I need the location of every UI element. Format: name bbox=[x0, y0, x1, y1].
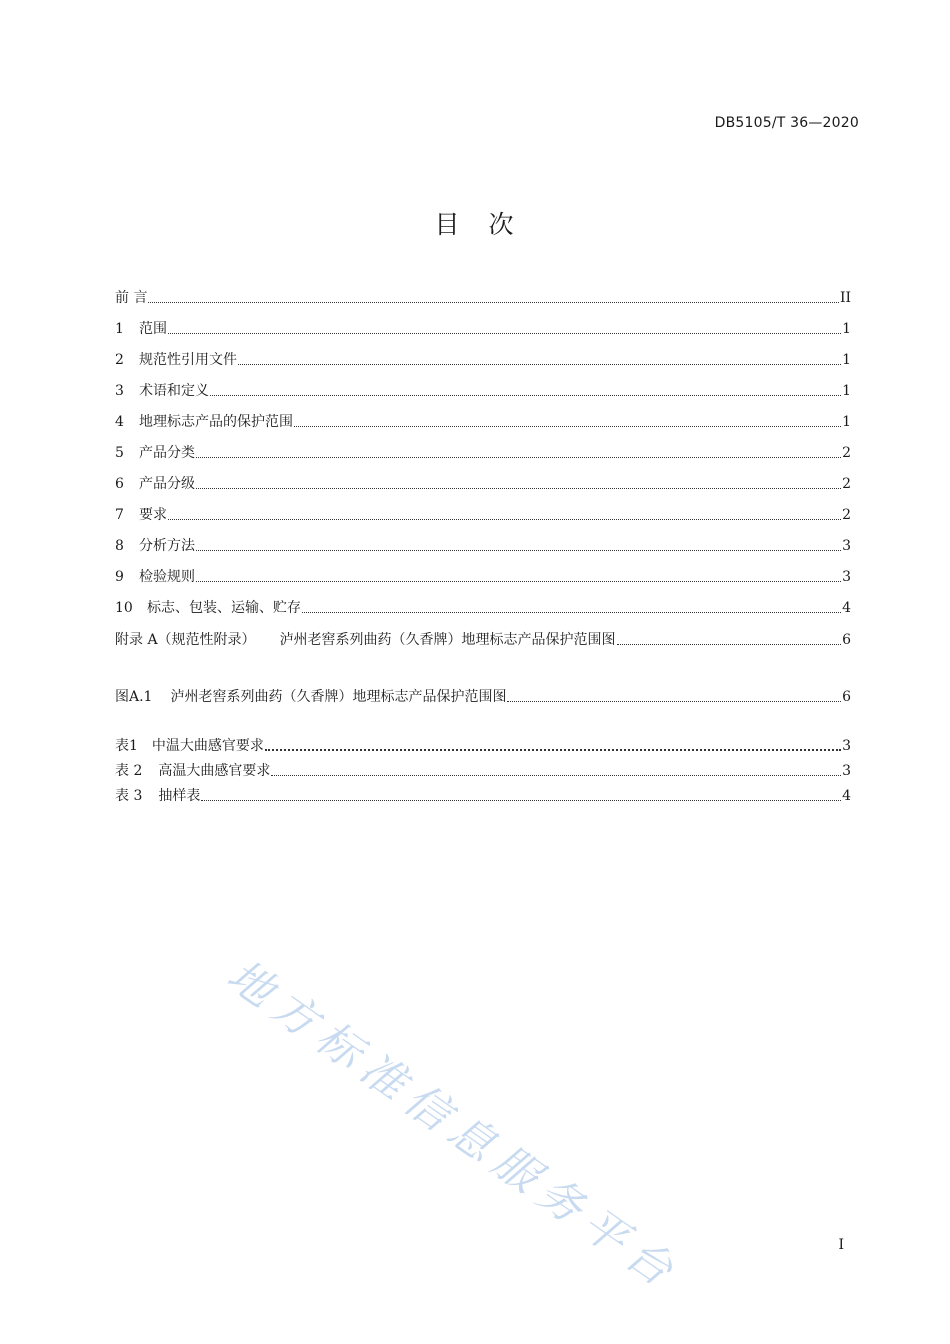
table-entry-label: 抽样表 bbox=[158, 788, 201, 804]
table-entry-3[interactable] bbox=[115, 786, 851, 806]
dot-leader bbox=[238, 363, 841, 365]
dot-leader bbox=[196, 549, 841, 551]
toc-entry-page: 1 bbox=[842, 383, 851, 399]
dot-leader bbox=[201, 799, 841, 801]
dot-leader bbox=[168, 332, 841, 334]
table-entry-label: 中温大曲感官要求 bbox=[151, 738, 264, 754]
page-number: I bbox=[838, 1237, 844, 1253]
toc-entry-5[interactable] bbox=[115, 443, 851, 463]
dot-leader bbox=[168, 518, 841, 520]
page-title: 目 次 bbox=[434, 210, 516, 239]
toc-entry-page: 2 bbox=[842, 507, 851, 523]
toc-entry-label: 规范性引用文件 bbox=[139, 352, 237, 368]
dot-leader bbox=[617, 643, 842, 645]
table-entry-number: 表 3 bbox=[115, 788, 143, 804]
toc-entry-label: 标志、包装、运输、贮存 bbox=[147, 600, 301, 616]
figure-entry-label: 泸州老窖系列曲药（久香牌）地理标志产品保护范围图 bbox=[170, 689, 507, 705]
toc-entry-label: 范围 bbox=[139, 321, 167, 337]
dot-leader bbox=[294, 425, 841, 427]
dot-leader bbox=[271, 774, 841, 776]
toc-entry-10[interactable] bbox=[115, 598, 851, 618]
dot-leader bbox=[507, 700, 841, 702]
toc-entry-number: 4 bbox=[115, 414, 124, 430]
toc-entry-page: 1 bbox=[842, 414, 851, 430]
toc-entry-number: 2 bbox=[115, 352, 124, 368]
figure-entry-a1[interactable] bbox=[115, 687, 851, 707]
dot-leader bbox=[196, 487, 841, 489]
toc-entry-label: 术语和定义 bbox=[139, 383, 209, 399]
table-entry-number: 表1 bbox=[115, 738, 138, 754]
toc-entry-2[interactable] bbox=[115, 350, 851, 370]
toc-entry-number: 6 bbox=[115, 476, 124, 492]
toc-entry-page: II bbox=[839, 290, 851, 306]
toc-entry-page: 2 bbox=[842, 476, 851, 492]
figure-entry-page: 6 bbox=[842, 689, 851, 705]
toc-entry-page: 3 bbox=[842, 569, 851, 585]
table-entry-1[interactable] bbox=[115, 736, 851, 756]
toc-entry-page: 2 bbox=[842, 445, 851, 461]
toc-entry-label: 地理标志产品的保护范围 bbox=[139, 414, 293, 430]
toc-entry-number: 10 bbox=[115, 600, 133, 616]
toc-entry-label: 分析方法 bbox=[139, 538, 195, 554]
toc-entry-foreword[interactable] bbox=[115, 288, 851, 308]
document-code: DB5105/T 36—2020 bbox=[714, 115, 859, 131]
toc-entry-annex-a[interactable] bbox=[115, 630, 851, 650]
toc-entry-page: 1 bbox=[842, 352, 851, 368]
table-entry-page: 3 bbox=[842, 763, 851, 779]
dot-leader bbox=[148, 301, 838, 303]
toc-entry-number: 8 bbox=[115, 538, 124, 554]
toc-entry-7[interactable] bbox=[115, 505, 851, 525]
dot-leader bbox=[196, 456, 841, 458]
toc-entry-4[interactable] bbox=[115, 412, 851, 432]
toc-entry-9[interactable] bbox=[115, 567, 851, 587]
figure-entry-number: 图A.1 bbox=[115, 689, 153, 705]
toc-entry-6[interactable] bbox=[115, 474, 851, 494]
dot-leader bbox=[265, 748, 841, 751]
toc-entry-label: 泸州老窖系列曲药（久香牌）地理标志产品保护范围图 bbox=[279, 632, 616, 648]
toc-entry-number: 前 言 bbox=[115, 290, 148, 306]
toc-entry-8[interactable] bbox=[115, 536, 851, 556]
toc-entry-number: 附录 A（规范性附录） bbox=[115, 632, 256, 648]
dot-leader bbox=[196, 580, 841, 582]
toc-entry-label: 产品分类 bbox=[139, 445, 195, 461]
toc-entry-label: 产品分级 bbox=[139, 476, 195, 492]
toc-entry-page: 4 bbox=[842, 600, 851, 616]
toc-entry-1[interactable] bbox=[115, 319, 851, 339]
table-entry-label: 高温大曲感官要求 bbox=[158, 763, 271, 779]
watermark: 地方标准信息服务平台 bbox=[217, 949, 690, 1302]
toc-entry-number: 7 bbox=[115, 507, 124, 523]
toc-entry-page: 3 bbox=[842, 538, 851, 554]
table-entry-number: 表 2 bbox=[115, 763, 143, 779]
toc-entry-page: 1 bbox=[842, 321, 851, 337]
dot-leader bbox=[302, 611, 841, 613]
toc-entry-number: 1 bbox=[115, 321, 124, 337]
toc-entry-label: 检验规则 bbox=[139, 569, 195, 585]
table-entry-2[interactable] bbox=[115, 761, 851, 781]
toc-entry-label: 要求 bbox=[139, 507, 167, 523]
toc-entry-3[interactable] bbox=[115, 381, 851, 401]
table-entry-page: 3 bbox=[842, 738, 851, 754]
dot-leader bbox=[210, 394, 841, 396]
toc-entry-page: 6 bbox=[842, 632, 851, 648]
toc-entry-number: 3 bbox=[115, 383, 124, 399]
toc-entry-number: 5 bbox=[115, 445, 124, 461]
toc-entry-number: 9 bbox=[115, 569, 124, 585]
table-entry-page: 4 bbox=[842, 788, 851, 804]
